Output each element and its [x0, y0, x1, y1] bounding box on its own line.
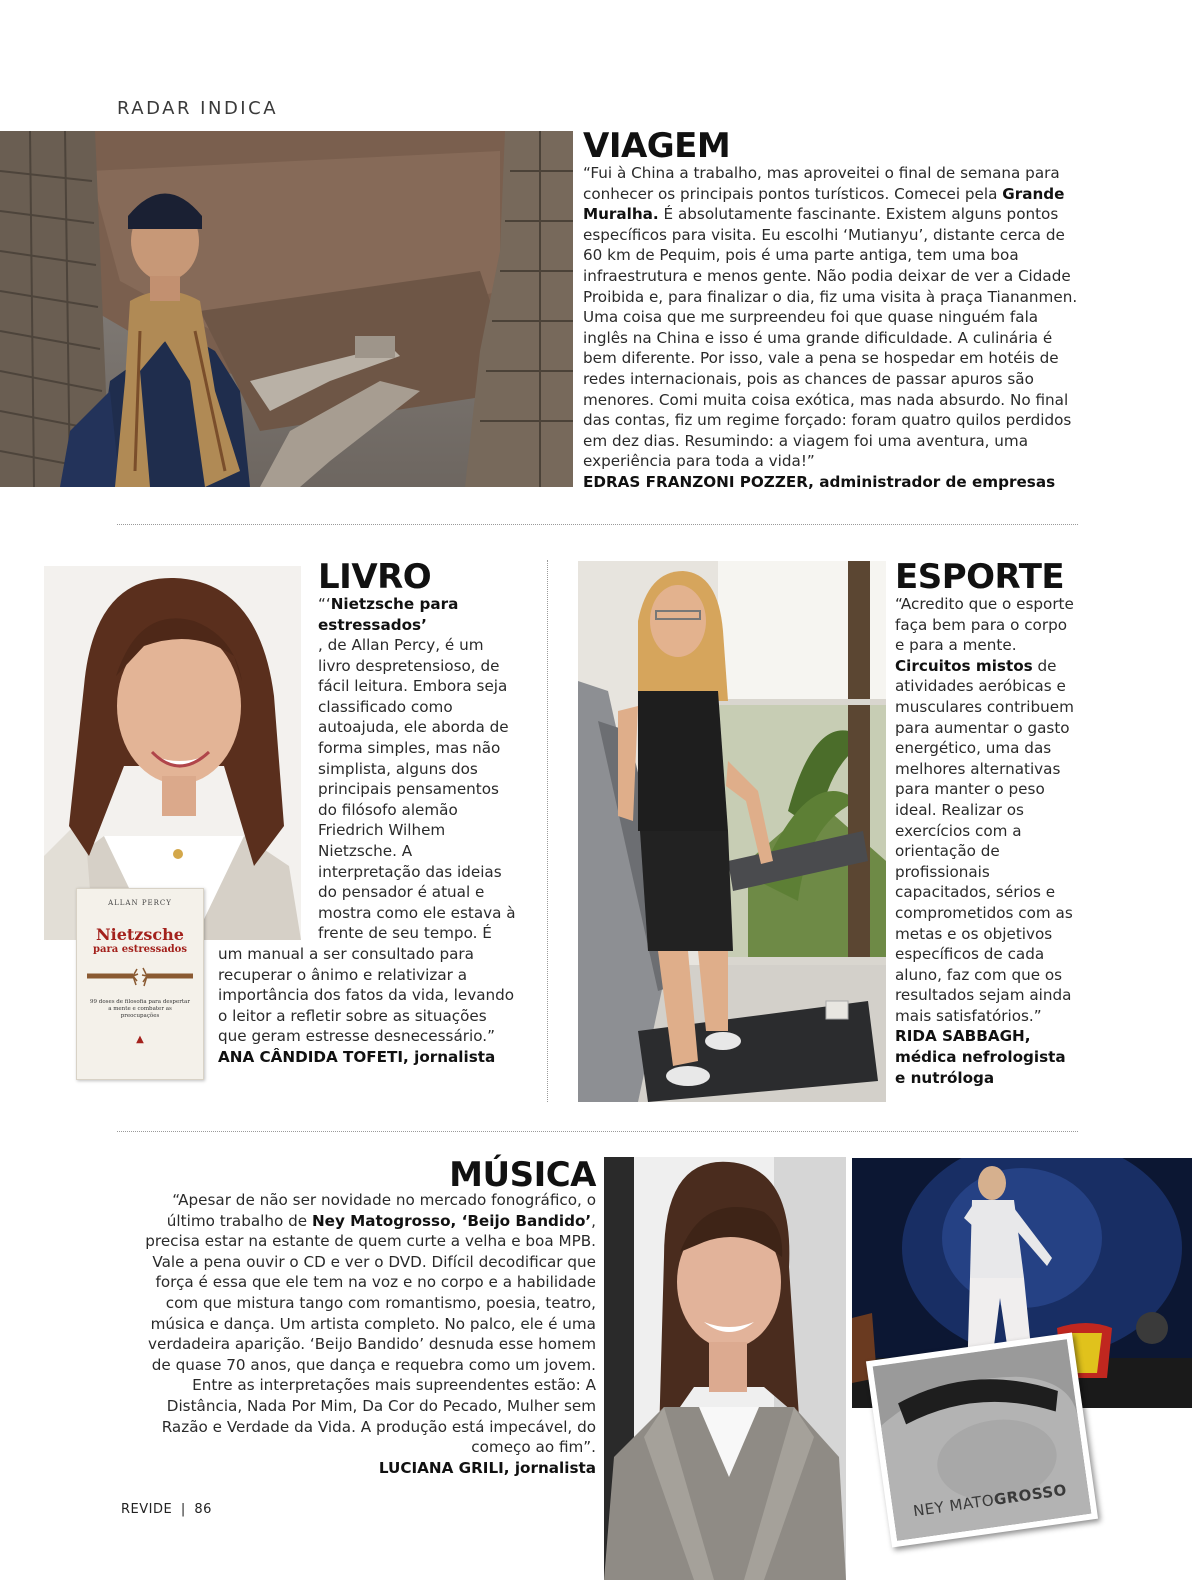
musica-text: [127, 1190, 596, 1478]
esporte-byline-role: médica nefrologista e nutróloga: [895, 1048, 1066, 1087]
musica-text-part1: “Apesar de não ser novidade no mercado fonográfico, o último trabalho de: [166, 1191, 596, 1230]
esporte-text: [895, 594, 1080, 1088]
viagem-text-part2: É absolutamente fascinante. Existem alguns pontos específicos para visita. Eu escolhi ‘Mutianyu’, distante cerca de 60 km de Pequim, pois é uma parte antiga, tem uma boa infraestrutura e menos gente. Não podia deixar de ver a Cidade Proibida e, para finalizar o dia, fiz uma visita à praça Tiananmen. Uma coisa que me surpreendeu foi que quase ninguém fala inglês na China e isso é uma grande dificuldade. A culinária é bem diferente. Por isso, vale a pena se hospedar em hotéis de redes internacionais, pois as chances de passar apuros são menores. Comi muita coisa exótica, mas nada absurdo. No final das contas, fiz um regime forçado: foram quatro quilos perdidos em dez dias. Resumindo: a viagem foi uma aventura, uma experiência para toda a vida!”: [583, 205, 1078, 471]
section-label: RADAR INDICA: [117, 98, 279, 119]
book-title: Nietzsche: [96, 925, 184, 944]
footer-page-number: 86: [194, 1502, 212, 1517]
livro-open-quote: “‘: [318, 595, 331, 613]
book-subtitle: para estressados: [93, 944, 187, 955]
musica-byline: LUCIANA GRILI, jornalista: [378, 1458, 596, 1477]
livro-text-part1: , de Allan Percy, é um livro despretensioso, de fácil leitura. Embora seja classificado como autoajuda, ele aborda de forma simples, mas não simplista, alguns dos principais pensamentos do filósofo alemão Friedrich Wilhem Nietzsche. A interpretação das ideias do pensador é atual e mostra como ele estava à frente de seu tempo. É um manual a ser consultado para recuperar o ânimo e relativizar a importância dos fatos da vida, levando o leitor a refletir sobre as situações que geram estresse desnecessário.”: [218, 636, 516, 1046]
musica-text-bold: Ney Matogrosso, ‘Beijo Bandido’: [311, 1211, 592, 1230]
esporte-heading: ESPORTE: [895, 557, 1065, 597]
livro-heading: LIVRO: [318, 557, 432, 597]
divider-bottom: [117, 1131, 1078, 1132]
livro-text-top: [318, 594, 518, 635]
livro-text: [218, 635, 518, 1067]
esporte-byline-name: RIDA SABBAGH,: [895, 1027, 1031, 1046]
footer-separator: |: [180, 1502, 186, 1517]
page-footer: [121, 1502, 212, 1517]
viagem-heading: VIAGEM: [583, 126, 731, 166]
livro-text-bold: Nietzsche para estressados’: [318, 595, 459, 634]
great-wall-photo: [0, 131, 573, 487]
footer-magazine: REVIDE: [121, 1502, 173, 1517]
publisher-logo-icon: ▲: [136, 1034, 144, 1045]
treadmill-photo: [578, 561, 886, 1102]
viagem-text-part1: “Fui à China a trabalho, mas aproveitei o final de semana para conhecer os principais pontos turísticos. Comecei pela: [583, 164, 1060, 203]
divider-top: [117, 524, 1078, 525]
cd-title-light: NEY MATO: [911, 1490, 996, 1521]
viagem-text: [583, 163, 1078, 493]
livro-byline: ANA CÂNDIDA TOFETI, jornalista: [218, 1047, 496, 1066]
cd-title-bold: GROSSO: [992, 1480, 1068, 1509]
luciana-photo: [604, 1157, 846, 1580]
musica-heading: MÚSICA: [449, 1155, 596, 1195]
book-author: ALLAN PERCY: [108, 899, 172, 907]
book-tagline: 99 doses de filosofia para despertar a mente e combater as preocupações: [90, 999, 190, 1019]
viagem-byline: EDRAS FRANZONI POZZER, administrador de empresas: [583, 472, 1056, 491]
esporte-text-part2: de atividades aeróbicas e musculares contribuem para aumentar o gasto energético, uma das melhores alternativas para manter o peso ideal. Realizar os exercícios com a orientação de profissionais capacitados, sérios e comprometidos com as metas e os objetivos específicos de cada aluno, faz com que os resultados sejam ainda mais satisfatórios.”: [895, 656, 1074, 1025]
musica-text-part2: , precisa estar na estante de quem curte a velha e boa MPB. Vale a pena ouvir o CD e ver o DVD. Difícil decodificar que força é essa que ele tem na voz e no corpo e a habilidade com que mistura tango com romantismo, poesia, teatro, música e dança. Um artista completo. No palco, ele é uma verdadeira aparição. ‘Beijo Bandido’ desnuda esse homem de quase 70 anos, que dança e requebra como um jovem. Entre as interpretações mais supreendentes estão: A Distância, Nada Por Mim, Da Cor do Pecado, Mulher sem Razão e Verdade da Vida. A produção está impecável, do começo ao fim”.: [145, 1211, 596, 1457]
viagem-text-bold: Grande Muralha.: [583, 184, 1065, 224]
esporte-text-part1: “Acredito que o esporte faça bem para o corpo e para a mente.: [895, 595, 1074, 655]
esporte-text-bold: Circuitos mistos: [895, 656, 1033, 675]
book-cover: [76, 888, 204, 1080]
cd-cover: [866, 1332, 1098, 1547]
divider-middle: [547, 560, 548, 1102]
broken-rope-icon: [85, 963, 195, 989]
